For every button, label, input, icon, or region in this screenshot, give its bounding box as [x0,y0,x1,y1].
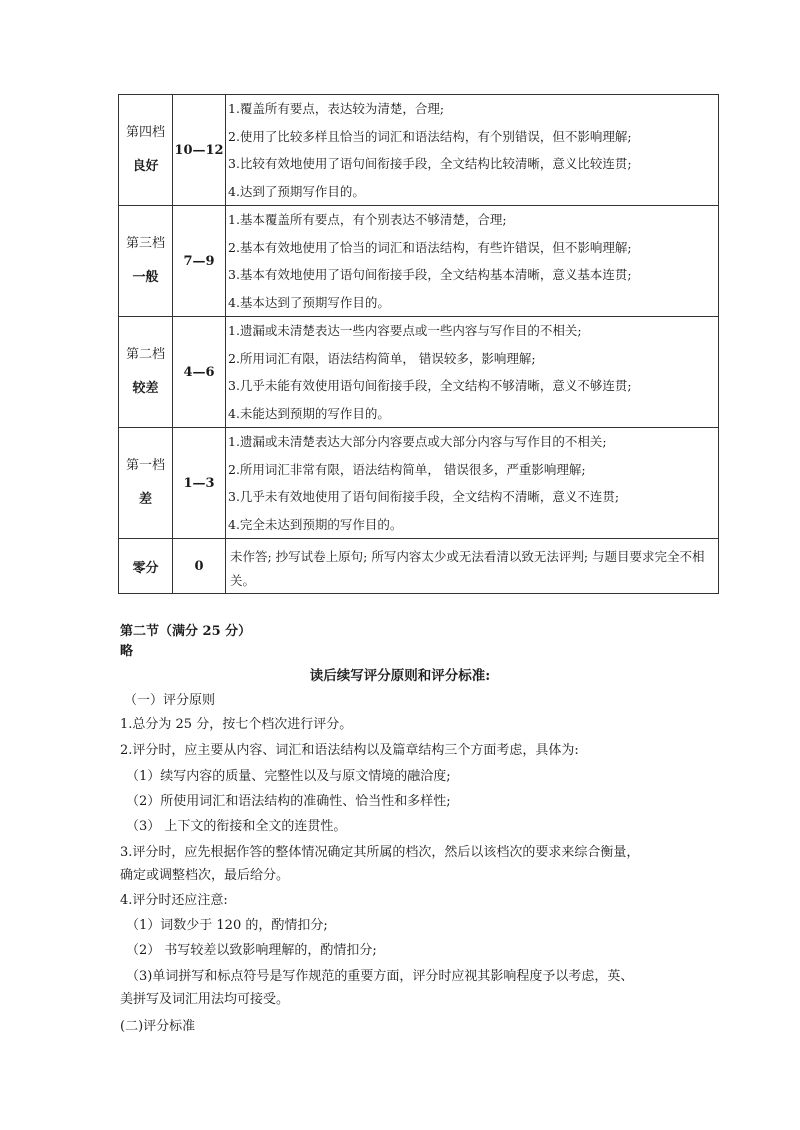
body-line: (二)评分标准 [120,1019,196,1034]
level-cell [119,206,173,317]
level-name: 第四档 [125,125,165,140]
body-line: （2） 书写较差以致影响理解的，酌情扣分; [126,943,377,958]
body-line: （2）所使用词汇和语法结构的准确性、恰当性和多样性; [126,794,451,809]
scoring-table [118,94,719,594]
criteria-cell [226,428,719,539]
level-grade: 良好 [132,159,159,174]
zero-criteria-cell [226,539,719,594]
body-line: （3)单词拼写和标点符号是写作规范的重要方面，评分时应视其影响程度予以考虑，英、 [126,969,634,984]
criteria-line: 1.遗漏或未清楚表达一些内容要点或一些内容与写作目的不相关; [228,323,582,338]
zero-score: 0 [173,539,226,594]
criteria-line: 1.遗漏或未清楚表达大部分内容要点或大部分内容与写作目的不相关; [228,434,607,449]
body-line: 4.评分时还应注意: [120,893,228,908]
criteria-line: 4.达到了预期写作目的。 [228,183,365,199]
body-line: （1）词数少于 120 的，酌情扣分; [126,918,328,933]
level-cell [119,428,173,539]
level-grade: 一般 [132,270,159,285]
table-row-level-1 [119,428,719,539]
table-row-level-4 [119,95,719,206]
criteria-line: 2.使用了比较多样且恰当的词汇和语法结构，有个别错误，但不影响理解; [228,128,632,144]
score-range: 4—6 [173,317,226,428]
zero-criteria-text: 未作答; 抄写试卷上原句; 所写内容太少或无法看清以致无法评判; 与题目要求完全不相关。 [230,549,705,588]
body-line: 1.总分为 25 分，按七个档次进行评分。 [120,717,353,732]
criteria-line: 4.基本达到了预期写作目的。 [228,294,390,310]
body-line: （3） 上下文的衔接和全文的连贯性。 [126,819,347,834]
body-line: 确定或调整档次，最后给分。 [120,868,290,883]
criteria-line: 2.基本有效地使用了恰当的词汇和语法结构，有些许错误，但不影响理解; [228,239,632,255]
criteria-line: 3.几乎未有效地使用了语句间衔接手段，全文结构不清晰，意义不连贯; [228,489,620,504]
criteria-line: 4.未能达到预期的写作目的。 [228,405,390,421]
score-range: 7—9 [173,206,226,317]
level-grade: 较差 [132,381,159,396]
criteria-cell [226,206,719,317]
body-line: （一）评分原则 [124,693,216,708]
zero-label: 零分 [119,539,173,594]
table-row-level-3 [119,206,719,317]
level-name: 第三档 [125,236,165,251]
section-sub: 略 [120,644,134,659]
body-line: 2.评分时，应主要从内容、词汇和语法结构以及篇章结构三个方面考虑，具体为: [120,743,579,758]
body-line: 3.评分时，应先根据作答的整体情况确定其所属的档次，然后以该档次的要求来综合衡量， [120,845,640,860]
body-line: 美拼写及词汇用法均可接受。 [120,992,290,1007]
criteria-line: 2.所用词汇有限，语法结构简单， 错误较多，影响理解; [228,350,536,366]
section-heading: 第二节（满分 25 分） [120,624,252,639]
level-cell [119,317,173,428]
level-name: 第一档 [125,458,165,473]
section-title: 读后续写评分原则和评分标准: [309,668,491,684]
table-row-zero [119,539,719,594]
body-line: （1）续写内容的质量、完整性以及与原文情境的融洽度; [126,769,451,784]
criteria-line: 3.比较有效地使用了语句间衔接手段，全文结构比较清晰，意义比较连贯; [228,156,632,171]
level-grade: 差 [138,492,152,507]
criteria-line: 3.几乎未能有效使用语句间衔接手段，全文结构不够清晰，意义不够连贯; [228,378,632,393]
level-name: 第二档 [125,347,165,362]
score-range: 10—12 [173,95,226,206]
criteria-cell [226,95,719,206]
level-cell [119,95,173,206]
criteria-line: 2.所用词汇非常有限，语法结构简单， 错误很多，严重影响理解; [228,461,586,477]
score-range: 1—3 [173,428,226,539]
table-row-level-2 [119,317,719,428]
criteria-line: 1.基本覆盖所有要点，有个别表达不够清楚，合理; [228,212,507,227]
criteria-line: 3.基本有效地使用了语句间衔接手段，全文结构基本清晰，意义基本连贯; [228,267,632,282]
criteria-line: 4.完全未达到预期的写作目的。 [228,516,403,532]
criteria-cell [226,317,719,428]
criteria-line: 1.覆盖所有要点，表达较为清楚，合理; [228,101,445,116]
